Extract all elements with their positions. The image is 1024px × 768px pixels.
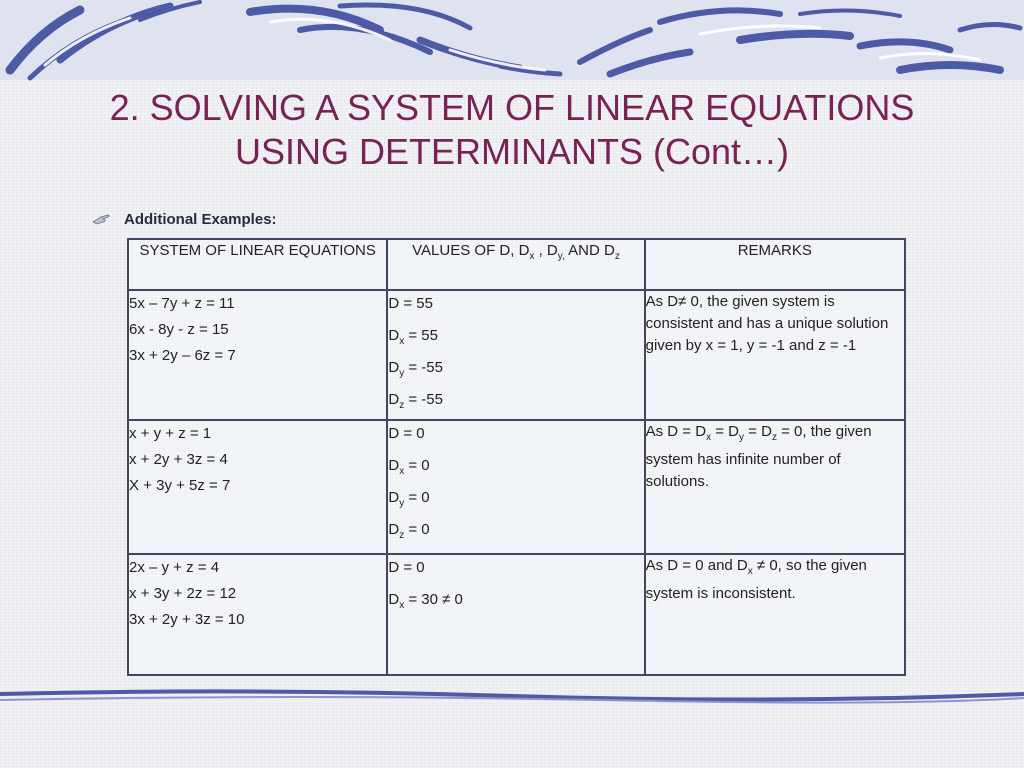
table-row [128,290,905,420]
values-cell [387,554,644,675]
determinant-value: D = 0 [388,425,425,442]
bullet-label: Additional Examples: [124,210,277,228]
remark-text: As D≠ 0, the given system is consistent and has a unique solution given by x = 1, y = -1 and z = -1 [645,293,889,354]
remark-cell [645,420,905,554]
equation: x + 2y + 3z = 4 [129,451,228,468]
equation: 5x – 7y + z = 11 [129,295,235,312]
equation: x + y + z = 1 [129,425,212,442]
table-header-row [128,239,905,290]
determinant-value: $D_x = 55$ [388,327,438,347]
bullet-item [92,210,277,228]
header-system: SYSTEM OF LINEAR EQUATIONS [128,239,387,290]
values-cell [387,420,644,554]
determinant-value: D = 55 [388,295,433,312]
equations-cell [128,290,387,420]
remark-cell [645,290,905,420]
header-remarks: REMARKS [645,239,905,290]
top-swoosh-decoration [0,0,1024,88]
remark-text: As D = 0 and $D_x \ne 0$, so the given system is inconsistent. [645,557,867,602]
equations-table [127,238,906,676]
bottom-swoosh-decoration [0,684,1024,708]
remark-cell [645,554,905,675]
determinant-value: $D_z = -55$ [388,391,443,411]
header-values: VALUES OF D, $D_x$ , $D_{y,}$ AND $D_z$ [387,239,644,290]
title-line-2: USING DETERMINANTS (Cont…) [234,131,790,172]
determinant-value: $D_x = 30 \ne 0$ [388,591,463,611]
determinant-value: $D_y = 0$ [388,489,430,509]
equation: 3x + 2y + 3z = 10 [129,611,245,628]
remark-text: As $D = D_x = D_y = D_z = 0$, the given system has infinite number of solutions. [645,423,872,490]
slide-title [60,86,964,174]
table-row [128,420,905,554]
determinant-value: $D_z = 0$ [388,521,430,541]
equation: 2x – y + z = 4 [129,559,220,576]
title-line-1: 2. SOLVING A SYSTEM OF LINEAR EQUATIONS [109,87,915,128]
pointing-hand-icon [92,210,110,228]
determinant-value: $D_y = -55$ [388,359,443,379]
equations-cell [128,554,387,675]
equation: x + 3y + 2z = 12 [129,585,237,602]
determinant-value: D = 0 [388,559,425,576]
equation: 3x + 2y – 6z = 7 [129,347,236,364]
table-row [128,554,905,675]
values-cell [387,290,644,420]
determinant-value: $D_x = 0$ [388,457,430,477]
equation: X + 3y + 5z = 7 [129,477,231,494]
equations-cell [128,420,387,554]
equation: 6x - 8y - z = 15 [129,321,229,338]
